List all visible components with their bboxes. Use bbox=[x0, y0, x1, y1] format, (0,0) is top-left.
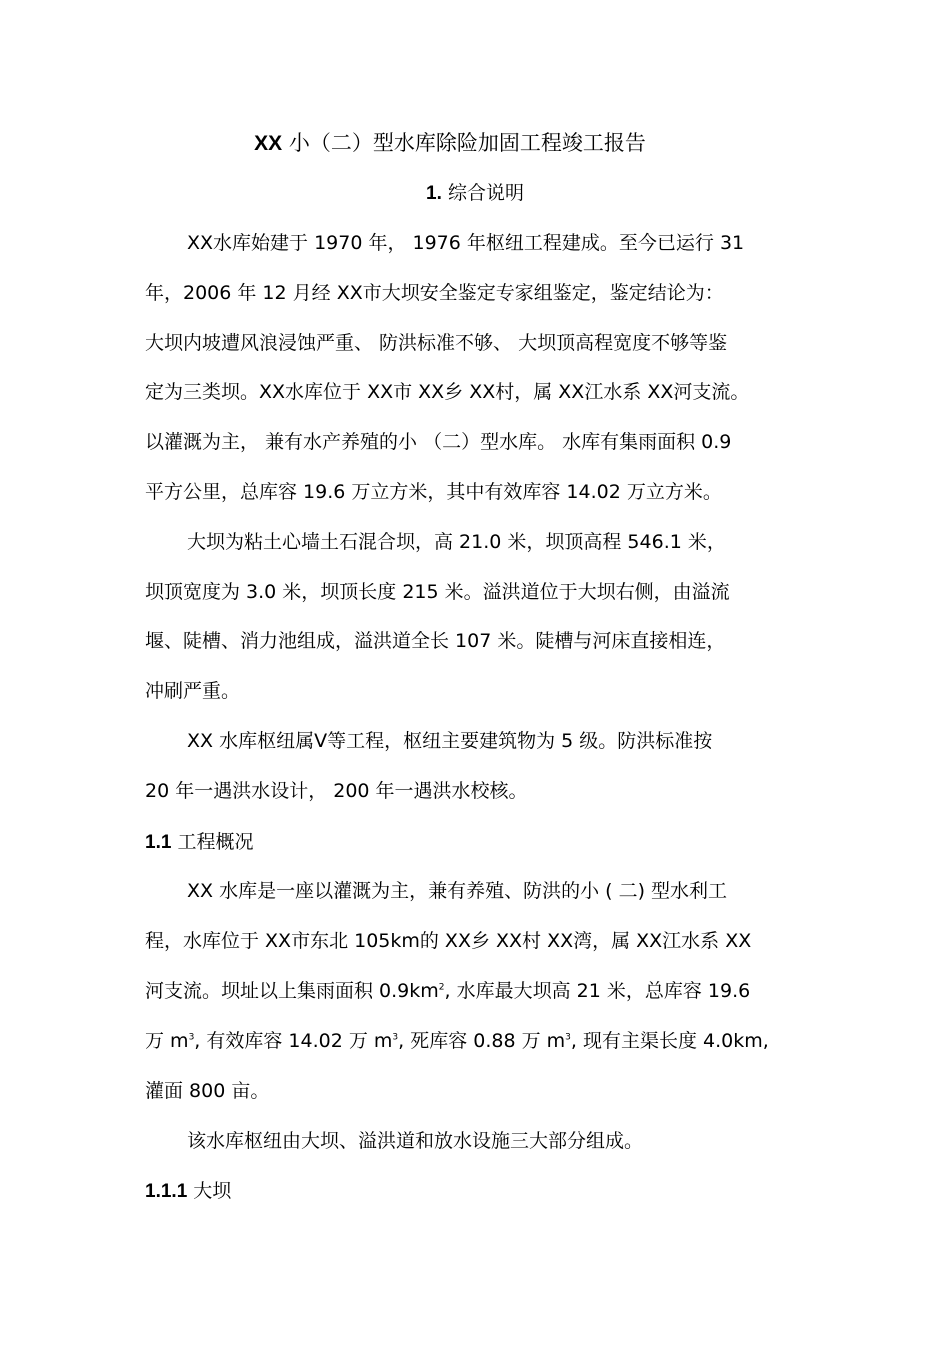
paragraph-line: 平方公里，总库容 19.6 万立方米，其中有效库容 14.02 万立方米。 bbox=[145, 481, 722, 503]
paragraph-line: 以灌溉为主， 兼有水产养殖的小 （二）型水库。 水库有集雨面积 0.9 bbox=[145, 431, 732, 453]
paragraph-line: XX 水库枢纽属Ⅴ等工程，枢纽主要建筑物为 5 级。防洪标准按 bbox=[187, 730, 713, 752]
title-text: 小（二）型水库除险加固工程竣工报告 bbox=[282, 131, 646, 155]
section-heading-1-1 bbox=[145, 827, 253, 858]
document-title bbox=[0, 128, 900, 159]
paragraph-line bbox=[145, 1026, 769, 1056]
paragraph-line: 该水库枢纽由大坝、溢洪道和放水设施三大部分组成。 bbox=[187, 1130, 644, 1152]
superscript: 3 bbox=[565, 1032, 571, 1043]
paragraph-line: 定为三类坝。XX水库位于 XX市 XX乡 XX村，属 XX江水系 XX河支流。 bbox=[145, 381, 750, 403]
paragraph-line: 大坝为粘土心墙土石混合坝，高 21.0 米，坝顶高程 546.1 米， bbox=[187, 531, 726, 553]
paragraph-line: 年，2006 年 12 月经 XX市大坝安全鉴定专家组鉴定，鉴定结论为： bbox=[145, 282, 724, 304]
text-run: , 有效库容 14.02 万 m bbox=[194, 1030, 393, 1052]
text-run: , 现有主渠长度 4.0km, bbox=[570, 1030, 769, 1052]
paragraph-line: 堰、陡槽、消力池组成，溢洪道全长 107 米。陡槽与河床直接相连， bbox=[145, 630, 726, 652]
section-title: 综合说明 bbox=[441, 182, 524, 204]
paragraph-line: 大坝内坡遭风浪浸蚀严重、 防洪标准不够、 大坝顶高程宽度不够等鉴 bbox=[145, 332, 728, 354]
section-number: 1.1 bbox=[145, 832, 172, 853]
text-run: , 死库容 0.88 万 m bbox=[398, 1030, 566, 1052]
paragraph-line: 程，水库位于 XX市东北 105km的 XX乡 XX村 XX湾，属 XX江水系 XX bbox=[145, 930, 752, 952]
paragraph-line bbox=[145, 976, 750, 1006]
superscript: 3 bbox=[392, 1032, 399, 1043]
paragraph-line: XX 水库是一座以灌溉为主，兼有养殖、防洪的小 ( 二) 型水利工 bbox=[187, 880, 728, 902]
paragraph-line: XX水库始建于 1970 年， 1976 年枢纽工程建成。至今已运行 31 bbox=[187, 232, 745, 254]
text-run: 万 m bbox=[145, 1030, 189, 1052]
section-number: 1.1.1 bbox=[145, 1181, 188, 1202]
superscript: 3 bbox=[188, 1032, 195, 1043]
section-title: 工程概况 bbox=[171, 831, 254, 853]
superscript: 2 bbox=[438, 982, 445, 993]
section-heading-1 bbox=[0, 178, 950, 209]
paragraph-line: 灌面 800 亩。 bbox=[145, 1080, 270, 1102]
section-title: 大坝 bbox=[187, 1180, 232, 1202]
paragraph-line: 坝顶宽度为 3.0 米，坝顶长度 215 米。溢洪道位于大坝右侧，由溢流 bbox=[145, 581, 730, 603]
title-prefix: XX bbox=[254, 132, 283, 155]
section-heading-1-1-1 bbox=[145, 1176, 231, 1207]
paragraph-line: 20 年一遇洪水设计， 200 年一遇洪水校核。 bbox=[145, 780, 528, 802]
section-number: 1. bbox=[426, 183, 442, 204]
paragraph-line: 冲刷严重。 bbox=[145, 680, 241, 702]
text-run: 河支流。坝址以上集雨面积 0.9km bbox=[145, 980, 439, 1002]
text-run: , 水库最大坝高 21 米，总库容 19.6 bbox=[444, 980, 751, 1002]
